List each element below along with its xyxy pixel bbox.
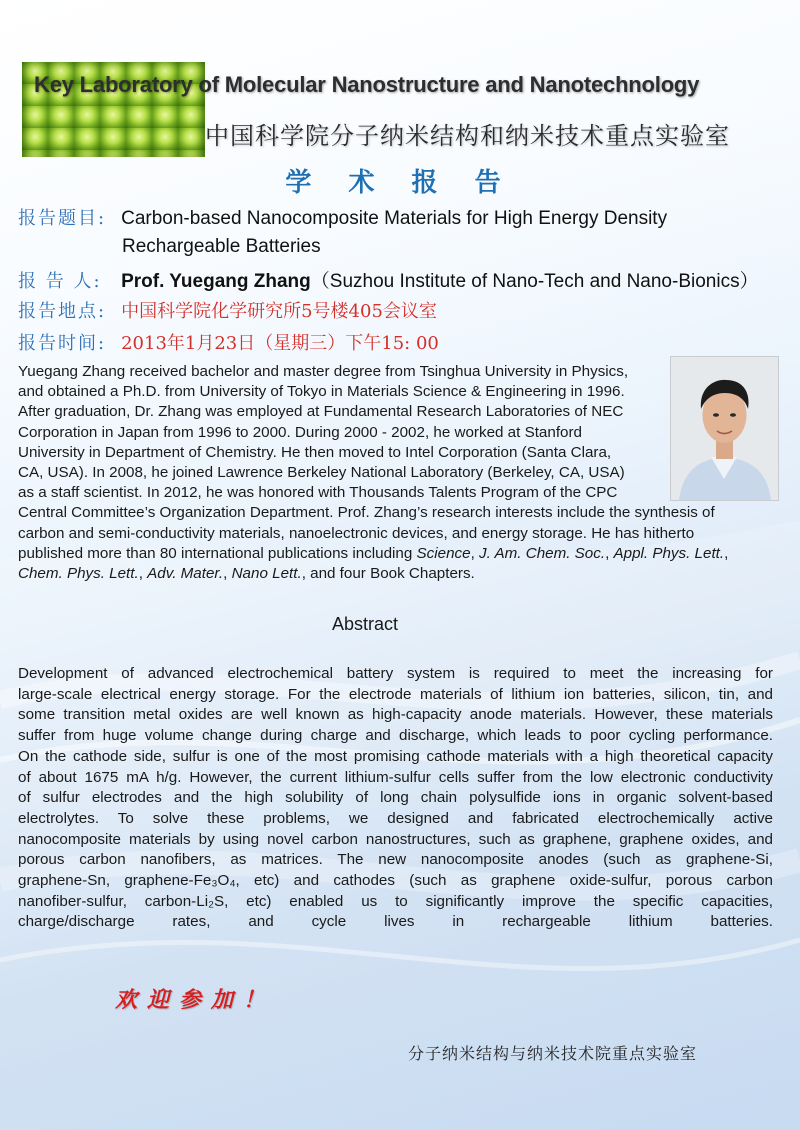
bio-line: as a staff scientist. In 2012, he was honored with Thousands Talents Program of the CPC	[18, 484, 618, 502]
chinese-lab-title: 中国科学院分子纳米结构和纳米技术重点实验室	[205, 122, 730, 150]
location-label: 报告地点:	[18, 301, 107, 322]
time-value: 2013年1月23日（星期三）下午15: 00	[121, 333, 439, 354]
speaker-label: 报 告 人:	[18, 271, 102, 292]
abstract-line: electrolytes. To solve these problems, we designed and fabricated electrochemically active	[18, 809, 773, 827]
journal-name: Science	[416, 544, 471, 562]
topic-value-line1: Carbon-based Nanocomposite Materials for High Energy Density	[121, 208, 668, 229]
journal-name: Adv. Mater.	[147, 565, 224, 583]
topic-value-line2: Rechargeable Batteries	[122, 236, 321, 257]
speaker-name: Prof. Yuegang Zhang	[121, 271, 311, 292]
speaker-row	[18, 266, 759, 293]
location-row	[18, 297, 437, 323]
bio-line-journals	[18, 564, 778, 584]
bio-line-publications	[18, 544, 778, 564]
bio-line: After graduation, Dr. Zhang was employed at Fundamental Research Laboratories of NEC	[18, 403, 624, 421]
abstract-line: some transition metal oxides are well known as high-capacity anode materials. However, these materials	[18, 706, 773, 724]
abstract-body	[18, 664, 773, 933]
speaker-affiliation: （Suzhou Institute of Nano-Tech and Nano-Bionics）	[310, 271, 759, 292]
time-label: 报告时间:	[18, 333, 107, 354]
abstract-line: charge/discharge rates, and cycle lives in rechargeable lithium batteries.	[18, 913, 773, 931]
bio-line: carbon and semi-conductivity materials, nanoelectronic devices, and energy storage. He has hitherto	[18, 524, 695, 542]
abstract-line: large-scale electrical energy storage. For the electrode materials of lithium ion batteries, silicon, tin, and	[18, 685, 773, 703]
bio-text: ,	[605, 544, 614, 562]
organizer-name: 分子纳米结构与纳米技术院重点实验室	[408, 1044, 698, 1063]
topic-row-2	[122, 236, 321, 258]
bio-text: ,	[138, 565, 148, 583]
bio-text: ,	[724, 544, 729, 562]
abstract-line: porous carbon nanofibers, as matrices. The new nanocomposite anodes (such as graphene-Si,	[18, 851, 773, 869]
english-lab-title: Key Laboratory of Molecular Nanostructure and Nanotechnology	[34, 72, 700, 97]
journal-name: J. Am. Chem. Soc.	[479, 544, 606, 562]
journal-name: Appl. Phys. Lett.	[613, 544, 725, 562]
welcome-text: 欢迎参加！	[115, 988, 276, 1013]
abstract-line: Development of advanced electrochemical battery system is required to meet the increasing for	[18, 665, 773, 682]
bio-line: University in Department of Chemistry. He then moved to Intel Corporation (Santa Clara,	[18, 443, 612, 461]
abstract-line: nanocomposite materials by using novel carbon nanostructures, such as graphene, graphene oxides, and	[18, 830, 773, 848]
abstract-title: Abstract	[331, 614, 399, 634]
bio-line: CA, USA). In 2008, he joined Lawrence Berkeley National Laboratory (Berkeley, CA, USA)	[18, 464, 625, 482]
journal-name: Nano Lett.	[231, 565, 302, 583]
bio-line: Yuegang Zhang received bachelor and master degree from Tsinghua University in Physics,	[18, 363, 629, 380]
time-row	[18, 329, 439, 355]
report-heading: 学 术 报 告	[285, 168, 515, 198]
bio-text: , and four Book Chapters.	[301, 565, 475, 583]
topic-row	[18, 204, 667, 230]
journal-name: Chem. Phys. Lett.	[18, 565, 139, 583]
bio-text: ,	[223, 565, 232, 583]
bio-line: Corporation in Japan from 1996 to 2000. During 2000 - 2002, he worked at Stanford	[18, 423, 582, 441]
abstract-line: of sulfur electrodes and the high solubility of long chain polysulfide ions in organic solvent-based	[18, 789, 773, 807]
bio-text: ,	[470, 544, 480, 562]
bio-line: Central Committee’s Organization Department. Prof. Zhang’s research interests include the synthesis of	[18, 504, 715, 522]
location-value: 中国科学院化学研究所5号楼405会议室	[121, 301, 437, 322]
abstract-line: nanofiber-sulfur, carbon-Li₂S, etc) enabled us to significantly improve the specific capacities,	[18, 892, 773, 910]
abstract-line: On the cathode side, sulfur is one of the most promising cathode materials with a high theoretical capacity	[18, 747, 773, 765]
bio-text: published more than 80 international publications including	[18, 544, 417, 562]
topic-label: 报告题目:	[18, 208, 107, 229]
speaker-biography	[18, 362, 778, 584]
abstract-line: of about 1675 mA h/g. However, the current lithium-sulfur cells suffer from the low electronic conductivity	[18, 768, 773, 786]
bio-line: and obtained a Ph.D. from University of Tokyo in Materials Science & Engineering in 1996.	[18, 383, 625, 401]
abstract-line: suffer from huge volume change during charge and discharge, which leads to poor cycling performance.	[18, 727, 773, 745]
abstract-line: graphene-Sn, graphene-Fe₃O₄, etc) and cathodes (such as graphene oxide-sulfur, porous carbon	[18, 872, 773, 890]
